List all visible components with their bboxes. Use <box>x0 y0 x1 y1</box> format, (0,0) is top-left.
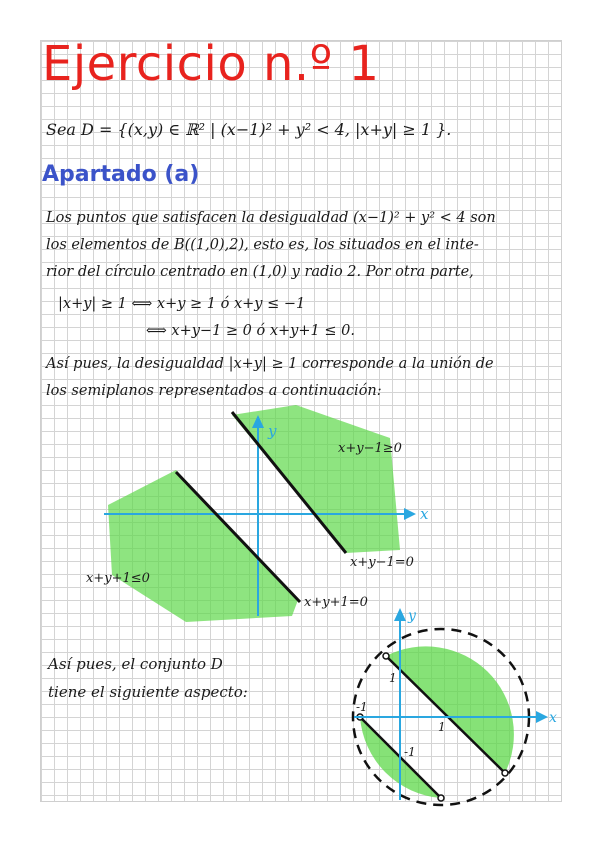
endpoint-open-4 <box>438 795 444 801</box>
section-subtitle: Apartado (a) <box>42 162 200 187</box>
endpoint-open-2 <box>502 770 508 776</box>
paragraph-line-2: los elementos de B((1,0),2), esto es, los situados en el inte- <box>46 237 479 253</box>
paragraph-line-5: los semiplanos representados a continuación: <box>46 383 382 399</box>
tick-y-pos-label: 1 <box>389 671 397 685</box>
endpoint-open-1 <box>383 653 389 659</box>
tick-x-neg-label: -1 <box>356 700 368 714</box>
paragraph-line-1: Los puntos que satisfacen la desigualdad (x−1)² + y² < 4 son <box>46 210 496 226</box>
line-lower-label: x+y+1=0 <box>304 595 368 610</box>
page-title: Ejercicio n.º 1 <box>42 36 380 92</box>
y-axis-2-arrow-icon <box>394 608 406 621</box>
region-lower-label: x+y+1≤0 <box>86 571 150 586</box>
set-definition: Sea D = {(x,y) ∈ ℝ² | (x−1)² + y² < 4, |x+y| ≥ 1 }. <box>46 120 452 139</box>
graph2-x-label: x <box>549 710 557 726</box>
paragraph-line-4: Así pues, la desigualdad |x+y| ≥ 1 corresponde a la unión de <box>46 356 494 372</box>
equivalence-line-2: ⟺ x+y−1 ≥ 0 ó x+y+1 ≤ 0. <box>146 323 355 339</box>
graph1-x-label: x <box>420 505 429 523</box>
region-upper-label: x+y−1≥0 <box>338 441 402 456</box>
graph2-y-label: y <box>408 608 416 624</box>
line-upper-label: x+y−1=0 <box>350 555 414 570</box>
x-axis-2-arrow-icon <box>536 711 548 723</box>
equivalence-line-1: |x+y| ≥ 1 ⟺ x+y ≥ 1 ó x+y ≤ −1 <box>58 296 306 312</box>
tick-x-pos-label: 1 <box>438 720 446 734</box>
tick-y-neg-label: -1 <box>404 745 416 759</box>
graph1-y-label: y <box>268 422 277 440</box>
conclusion-line-1: Así pues, el conjunto D <box>48 655 223 673</box>
paragraph-line-3: rior del círculo centrado en (1,0) y radio 2. Por otra parte, <box>46 264 474 280</box>
conclusion-line-2: tiene el siguiente aspecto: <box>48 683 248 701</box>
